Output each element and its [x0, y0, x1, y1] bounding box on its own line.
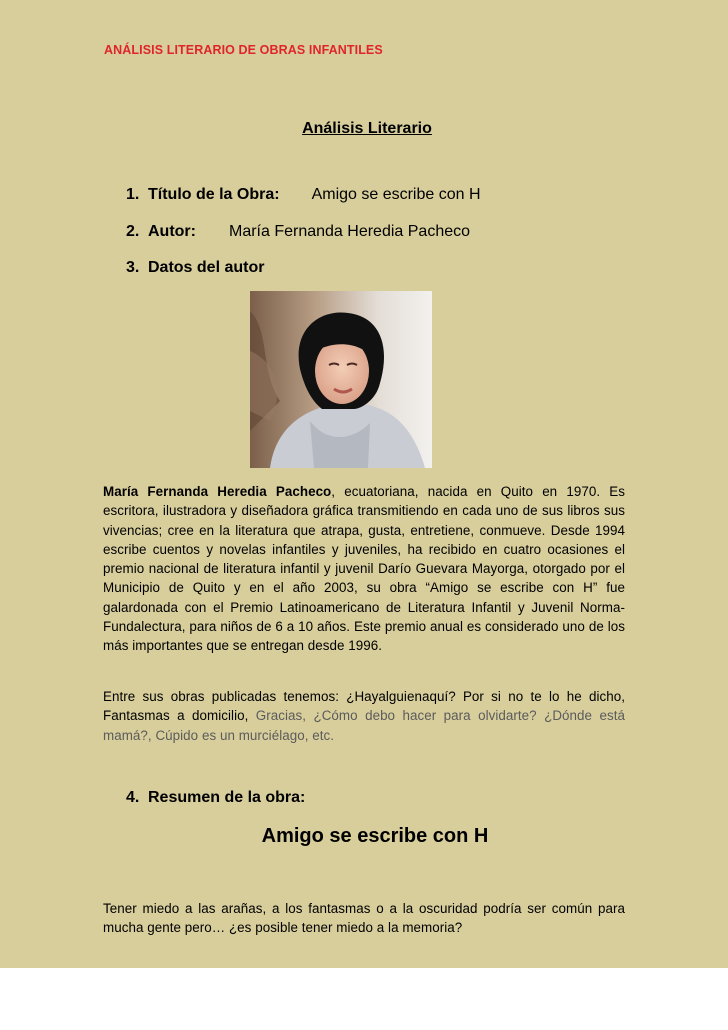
list-label: Datos del autor	[148, 259, 265, 276]
works-intro: Entre sus obras publicadas tenemos: ¿Hayalguienaquí? Por si no te lo he dicho, Fantasmas a domicilio,	[103, 689, 625, 724]
list-number: 3.	[126, 259, 140, 276]
works-list: Gracias, ¿Cómo debo hacer para olvidarte? ¿Dónde está mamá?, Cúpido es un murciélago, etc.	[103, 708, 625, 743]
list-value: María Fernanda Heredia Pacheco	[228, 223, 471, 240]
author-bio-paragraph	[103, 482, 625, 656]
list-item-summary	[126, 789, 305, 807]
list-label: Autor:	[148, 223, 196, 240]
author-photo	[250, 291, 432, 468]
list-item-title	[126, 186, 481, 204]
summary-paragraph: Tener miedo a las arañas, a los fantasmas o a la oscuridad podría ser común para mucha gente pero… ¿es posible tener miedo a la memoria?	[103, 901, 625, 936]
list-item-author	[126, 223, 470, 241]
list-label: Título de la Obra:	[148, 186, 280, 203]
page-header: ANÁLISIS LITERARIO DE OBRAS INFANTILES	[104, 43, 383, 57]
page-gap	[0, 968, 728, 1030]
document-title-text: Análisis Literario	[302, 120, 432, 137]
list-label: Resumen de la obra:	[148, 789, 306, 806]
list-item-author-data	[126, 259, 264, 277]
book-title	[0, 825, 728, 848]
list-value: Amigo se escribe con H	[311, 186, 481, 203]
list-number: 1.	[126, 186, 140, 203]
author-bio-text: , ecuatoriana, nacida en Quito en 1970. Es escritora, ilustradora y diseñadora gráfica transmitiendo en cada uno de sus libros sus vivencias; cree en la literatura que atrapa, gusta, entretiene, conmueve. Desde 1994 escribe cuentos y novelas infantiles y juveniles, ha recibido en cuatro ocasiones el premio nacional de literatura infantil y juvenil Darío Guevara Mayorga, otorgado por el Municipio de Quito y en el año 2003, su obra “Amigo se escribe con H” fue galardonada con el Premio Latinoamericano de Literatura Infantil y Juvenil Norma-Fundalectura, para niños de 6 a 10 años. Este premio anual es considerado uno de los más importantes que se entregan desde 1996.	[103, 484, 625, 654]
author-portrait-image	[250, 291, 432, 468]
list-number: 2.	[126, 223, 140, 240]
author-name: María Fernanda Heredia Pacheco	[103, 484, 332, 499]
list-number: 4.	[126, 789, 140, 806]
document-title	[0, 120, 728, 138]
published-works-paragraph	[103, 687, 625, 745]
book-title-text: Amigo se escribe con H	[261, 825, 489, 847]
